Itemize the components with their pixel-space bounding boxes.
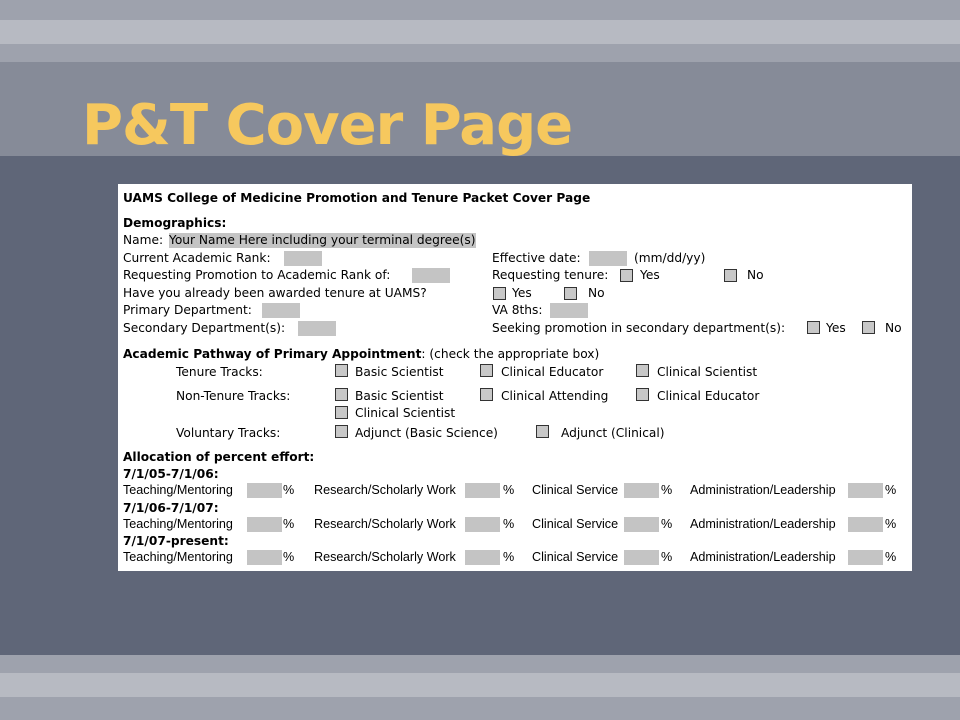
tenure-clinical-scientist-label: Clinical Scientist bbox=[657, 365, 758, 379]
clinical-service-label: Clinical Service bbox=[532, 517, 619, 531]
requesting-tenure-label: Requesting tenure: bbox=[492, 268, 609, 282]
seeking-secondary-no-label: No bbox=[885, 321, 902, 335]
percent-sign: % bbox=[283, 483, 295, 497]
top-band-2 bbox=[0, 20, 960, 44]
name-label: Name: bbox=[123, 233, 164, 247]
va-label: VA 8ths: bbox=[492, 303, 543, 317]
clinical-service-percent-field[interactable] bbox=[624, 550, 659, 565]
pathway-instruction: : (check the appropriate box) bbox=[421, 347, 600, 361]
allocation-heading: Allocation of percent effort: bbox=[123, 450, 315, 464]
research-label: Research/Scholarly Work bbox=[314, 550, 456, 564]
non-tenure-clinical-scientist-label: Clinical Scientist bbox=[355, 406, 456, 420]
requesting-tenure-yes-label: Yes bbox=[640, 268, 660, 282]
awarded-tenure-label: Have you already been awarded tenure at UAMS? bbox=[123, 286, 427, 300]
non-tenure-clinical-educator-checkbox[interactable] bbox=[636, 388, 649, 401]
awarded-tenure-yes-label: Yes bbox=[512, 286, 532, 300]
pathway-heading-line bbox=[123, 347, 599, 362]
teaching-percent-field[interactable] bbox=[247, 517, 282, 532]
seeking-secondary-yes-checkbox[interactable] bbox=[807, 321, 820, 334]
current-rank-label: Current Academic Rank: bbox=[123, 251, 271, 265]
percent-sign: % bbox=[661, 550, 673, 564]
secondary-dept-field[interactable] bbox=[298, 321, 336, 336]
percent-sign: % bbox=[503, 483, 515, 497]
tenure-clinical-educator-label: Clinical Educator bbox=[501, 365, 604, 379]
research-percent-field[interactable] bbox=[465, 550, 500, 565]
administration-label: Administration/Leadership bbox=[690, 483, 836, 497]
non-tenure-clinical-scientist-checkbox[interactable] bbox=[335, 406, 348, 419]
voluntary-adjunct-basic-label: Adjunct (Basic Science) bbox=[355, 426, 498, 440]
demographics-heading: Demographics: bbox=[123, 216, 227, 230]
tenure-clinical-scientist-checkbox[interactable] bbox=[636, 364, 649, 377]
percent-sign: % bbox=[885, 550, 897, 564]
percent-sign: % bbox=[661, 517, 673, 531]
non-tenure-tracks-label: Non-Tenure Tracks: bbox=[176, 389, 291, 403]
non-tenure-clinical-attending-label: Clinical Attending bbox=[501, 389, 609, 403]
current-rank-field[interactable] bbox=[284, 251, 322, 266]
top-band-3 bbox=[0, 44, 960, 62]
tenure-clinical-educator-checkbox[interactable] bbox=[480, 364, 493, 377]
voluntary-adjunct-clinical-label: Adjunct (Clinical) bbox=[561, 426, 665, 440]
percent-sign: % bbox=[885, 517, 897, 531]
administration-percent-field[interactable] bbox=[848, 517, 883, 532]
date-format-hint: (mm/dd/yy) bbox=[634, 251, 706, 265]
percent-sign: % bbox=[283, 517, 295, 531]
administration-percent-field[interactable] bbox=[848, 550, 883, 565]
pathway-heading: Academic Pathway of Primary Appointment bbox=[123, 347, 422, 361]
percent-sign: % bbox=[503, 550, 515, 564]
non-tenure-clinical-educator-label: Clinical Educator bbox=[657, 389, 760, 403]
teaching-percent-field[interactable] bbox=[247, 483, 282, 498]
clinical-service-label: Clinical Service bbox=[532, 550, 619, 564]
clinical-service-percent-field[interactable] bbox=[624, 517, 659, 532]
non-tenure-basic-scientist-label: Basic Scientist bbox=[355, 389, 444, 403]
bottom-band-3 bbox=[0, 697, 960, 720]
voluntary-adjunct-clinical-checkbox[interactable] bbox=[536, 425, 549, 438]
seeking-secondary-yes-label: Yes bbox=[826, 321, 846, 335]
teaching-label: Teaching/Mentoring bbox=[123, 517, 233, 531]
teaching-percent-field[interactable] bbox=[247, 550, 282, 565]
research-label: Research/Scholarly Work bbox=[314, 483, 456, 497]
voluntary-tracks-label: Voluntary Tracks: bbox=[176, 426, 281, 440]
percent-sign: % bbox=[283, 550, 295, 564]
research-label: Research/Scholarly Work bbox=[314, 517, 456, 531]
name-field[interactable]: Your Name Here including your terminal degree(s) bbox=[169, 233, 476, 247]
clinical-service-percent-field[interactable] bbox=[624, 483, 659, 498]
teaching-label: Teaching/Mentoring bbox=[123, 550, 233, 564]
form-header: UAMS College of Medicine Promotion and Tenure Packet Cover Page bbox=[123, 191, 591, 205]
tenure-tracks-label: Tenure Tracks: bbox=[176, 365, 263, 379]
period-label: 7/1/07-present: bbox=[123, 534, 229, 548]
awarded-tenure-no-label: No bbox=[588, 286, 605, 300]
administration-label: Administration/Leadership bbox=[690, 550, 836, 564]
requesting-tenure-no-checkbox[interactable] bbox=[724, 269, 737, 282]
top-band-1 bbox=[0, 0, 960, 20]
primary-dept-label: Primary Department: bbox=[123, 303, 252, 317]
va-field[interactable] bbox=[550, 303, 588, 318]
bottom-band-1 bbox=[0, 655, 960, 673]
tenure-basic-scientist-label: Basic Scientist bbox=[355, 365, 444, 379]
percent-sign: % bbox=[885, 483, 897, 497]
teaching-label: Teaching/Mentoring bbox=[123, 483, 233, 497]
awarded-tenure-yes-checkbox[interactable] bbox=[493, 287, 506, 300]
non-tenure-clinical-attending-checkbox[interactable] bbox=[480, 388, 493, 401]
requesting-promotion-field[interactable] bbox=[412, 268, 450, 283]
administration-percent-field[interactable] bbox=[848, 483, 883, 498]
awarded-tenure-no-checkbox[interactable] bbox=[564, 287, 577, 300]
percent-sign: % bbox=[503, 517, 515, 531]
slide-title: P&T Cover Page bbox=[82, 93, 573, 158]
effective-date-field[interactable] bbox=[589, 251, 627, 266]
requesting-tenure-yes-checkbox[interactable] bbox=[620, 269, 633, 282]
percent-sign: % bbox=[661, 483, 673, 497]
seeking-secondary-label: Seeking promotion in secondary department(s): bbox=[492, 321, 786, 335]
tenure-basic-scientist-checkbox[interactable] bbox=[335, 364, 348, 377]
non-tenure-basic-scientist-checkbox[interactable] bbox=[335, 388, 348, 401]
research-percent-field[interactable] bbox=[465, 517, 500, 532]
seeking-secondary-no-checkbox[interactable] bbox=[862, 321, 875, 334]
primary-dept-field[interactable] bbox=[262, 303, 300, 318]
voluntary-adjunct-basic-checkbox[interactable] bbox=[335, 425, 348, 438]
period-label: 7/1/06-7/1/07: bbox=[123, 501, 219, 515]
research-percent-field[interactable] bbox=[465, 483, 500, 498]
period-label: 7/1/05-7/1/06: bbox=[123, 467, 219, 481]
requesting-promotion-label: Requesting Promotion to Academic Rank of: bbox=[123, 268, 391, 282]
requesting-tenure-no-label: No bbox=[747, 268, 764, 282]
administration-label: Administration/Leadership bbox=[690, 517, 836, 531]
secondary-dept-label: Secondary Department(s): bbox=[123, 321, 286, 335]
cover-page-form bbox=[118, 184, 912, 571]
bottom-band-2 bbox=[0, 673, 960, 697]
clinical-service-label: Clinical Service bbox=[532, 483, 619, 497]
effective-date-label: Effective date: bbox=[492, 251, 581, 265]
